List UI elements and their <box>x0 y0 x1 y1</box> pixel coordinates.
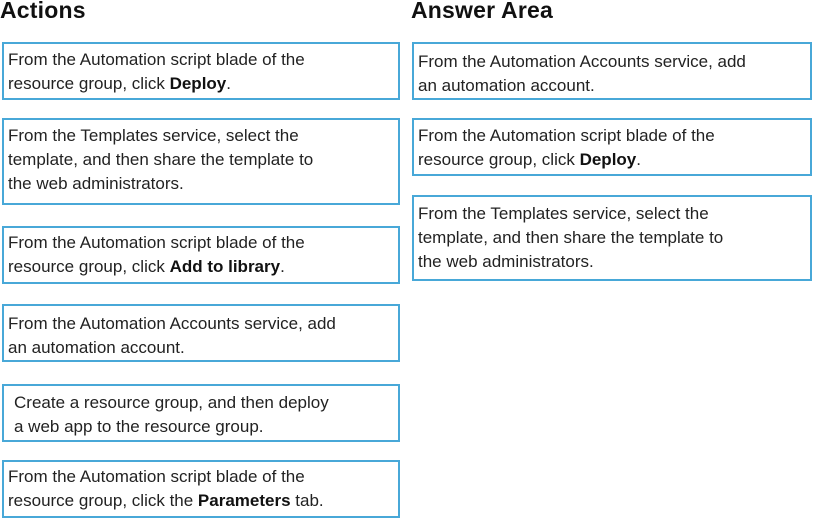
item-text-line: From the Automation Accounts service, add <box>8 314 336 333</box>
bold-keyword: Deploy <box>169 74 227 93</box>
item-text-line: From the Templates service, select the <box>418 204 709 223</box>
item-text-line: From the Templates service, select the <box>8 126 299 145</box>
item-text-line: resource group, click the Parameters tab. <box>8 491 324 510</box>
item-text-line: resource group, click Deploy. <box>8 74 231 93</box>
item-text-line: From the Automation script blade of the <box>418 126 715 145</box>
item-text-line: the web administrators. <box>8 174 184 193</box>
item-text-line: From the Automation script blade of the <box>8 233 305 252</box>
item-text-line: From the Automation script blade of the <box>8 467 305 486</box>
item-text-line: Create a resource group, and then deploy <box>14 393 329 412</box>
action-item[interactable] <box>2 384 400 442</box>
bold-keyword: Parameters <box>197 491 291 510</box>
actions-heading: Actions <box>0 0 86 23</box>
action-item[interactable] <box>2 304 400 362</box>
item-text-line: resource group, click Deploy. <box>418 150 641 169</box>
item-text-line: resource group, click Add to library. <box>8 257 285 276</box>
bold-keyword: Deploy <box>579 150 637 169</box>
answer-item[interactable] <box>412 118 812 176</box>
item-text-line: an automation account. <box>418 76 595 95</box>
bold-keyword: Add to library <box>169 257 281 276</box>
answer-area-heading: Answer Area <box>411 0 553 23</box>
item-text-line: a web app to the resource group. <box>14 417 264 436</box>
answer-item[interactable] <box>412 42 812 100</box>
item-text-line: From the Automation script blade of the <box>8 50 305 69</box>
item-text-line: template, and then share the template to <box>8 150 314 169</box>
action-item[interactable] <box>2 226 400 284</box>
item-text-line: the web administrators. <box>418 252 594 271</box>
item-text-line: an automation account. <box>8 338 185 357</box>
action-item[interactable] <box>2 118 400 205</box>
item-text-line: From the Automation Accounts service, add <box>418 52 746 71</box>
action-item[interactable] <box>2 460 400 518</box>
action-item[interactable] <box>2 42 400 100</box>
item-text-line: template, and then share the template to <box>418 228 724 247</box>
answer-item[interactable] <box>412 195 812 281</box>
